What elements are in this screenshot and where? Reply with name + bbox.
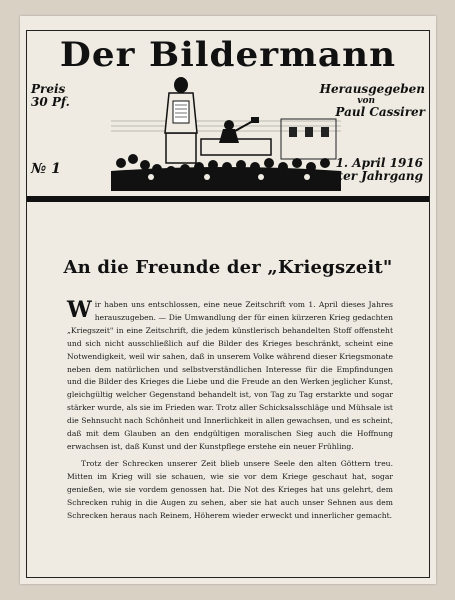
price-value: 30 Pf. [31, 95, 70, 109]
masthead-illustration [111, 71, 341, 191]
article-body [67, 299, 393, 526]
editor-von: von [357, 96, 375, 106]
editor-label: Herausgegeben [319, 82, 425, 96]
masthead-title: Der Bildermann [59, 35, 397, 75]
editor-name: Paul Cassirer [335, 105, 425, 119]
article-paragraph-1 [67, 299, 393, 454]
page-frame [26, 30, 430, 578]
issue-year: Erster Jahrgang [315, 169, 423, 183]
issue-date: 1. April 1916 [335, 156, 423, 170]
paragraph-1-text: ir haben uns entschlossen, eine neue Zeitschrift vom 1. April dieses Jahres herauszugeben. — Die Umwandlung der für einen kürzeren Krieg gedachten „Kriegszeit" in eine Zeitschrift, die jedem künstlerisch behandelten Stoff offensteht und sich nicht ausschließlich auf die Bilder des Krieges beschränkt, scheint eine Notwendigkeit, weil wir sahen, daß in unserem Volke während dieser Kriegsmonate neben dem natürlichen und selbstverständlichen Interesse für die Empfindungen und die Bilder des Krieges die Liebe und die Freude an den Werken jeglicher Kunst, gleichgültig welcher Gegenstand behandelt ist, von Tag zu Tag erstarkte und sogar stärker wurde, als sie im Frieden war. Trotz aller Schicksalsschläge und Mühsale ist die Sehnsucht nach Schönheit und Innerlichkeit in allen gewachsen, und es scheint, daß mit dem Glauben an den endgültigen moralischen Sieg auch die Hoffnung erwachsen ist, daß Kunst und der Kunstpflege erstehe ein neuer Frühling. [67, 300, 393, 451]
price-block [31, 83, 70, 109]
masthead-rule [27, 196, 429, 202]
article-paragraph-2: Trotz der Schrecken unserer Zeit blieb unsere Seele den alten Göttern treu. Mitten im Krieg will sie schauen, wie sie vor dem Kriege geschaut hat, sogar genießen, wie sie vordem genossen hat. Die Not des Krieges hat uns gelehrt, dem Schrecken ruhig in die Augen zu sehen, aber sie hat auch unser Sehnen aus dem Schrecken heraus nach Reinem, Höherem wieder erweckt und innerlicher gemacht. [67, 458, 393, 520]
issue-date-block [315, 157, 423, 183]
issue-number: № 1 [31, 161, 61, 177]
article-headline: An die Freunde der „Kriegszeit" [63, 257, 393, 278]
price-label: Preis [31, 82, 66, 96]
dropcap: W [67, 297, 92, 323]
